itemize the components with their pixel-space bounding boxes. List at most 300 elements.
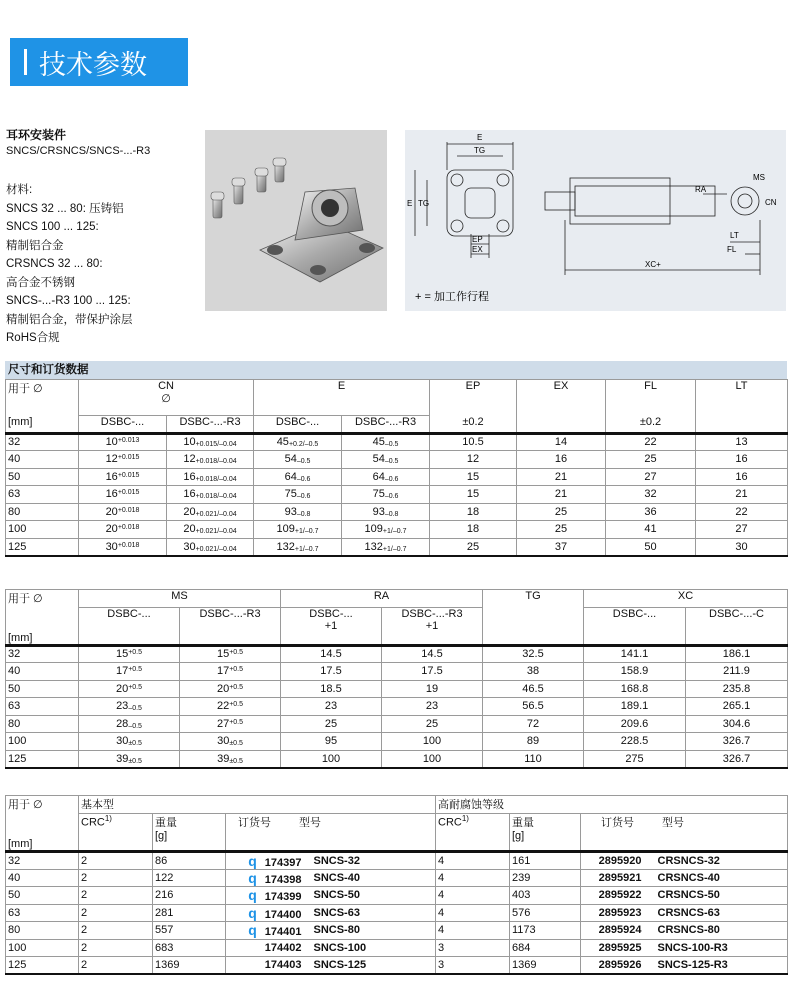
crc-value: 2 (81, 906, 88, 919)
e-r3-tolerance: –0.6 (384, 493, 399, 501)
cell-diameter (6, 851, 79, 869)
cell-crc (79, 887, 153, 905)
tg-value: 56.5 (522, 700, 544, 713)
cell-xc-dsbc (584, 750, 686, 768)
col-ra-dsbc (281, 607, 382, 645)
lt-value: 22 (735, 505, 748, 518)
ep-value: 15 (466, 488, 480, 501)
cell-crc (79, 939, 153, 957)
ms-r3-tolerance: ±0.5 (229, 740, 243, 748)
cell-ex (517, 486, 606, 504)
cell-weight2 (510, 851, 581, 869)
cell-cn-r3 (167, 433, 254, 451)
table-row (6, 957, 788, 975)
cell-diameter (6, 922, 79, 940)
weight-value: 557 (155, 924, 174, 937)
dimension-drawing (405, 130, 786, 311)
cell-type2 (644, 887, 788, 905)
ms-r3-tolerance: +0.5 (229, 701, 244, 709)
e-dsbc-tolerance: +1/–0.7 (294, 528, 319, 536)
lt-value: 16 (735, 453, 748, 466)
table-row (6, 939, 788, 957)
tg-value: 110 (524, 752, 542, 765)
weight-value: 683 (155, 941, 174, 954)
cell-ra-r3 (382, 715, 483, 733)
cell-diameter (6, 904, 79, 922)
materials-line: RoHS合规 (6, 332, 60, 344)
xc-c-value: 326.7 (722, 735, 751, 748)
cell-weight (153, 957, 226, 975)
cell-diameter (6, 698, 79, 716)
type-value: SNCS-50 (313, 889, 360, 902)
cell-weight (153, 851, 226, 869)
ra-r3-value: 14.5 (421, 648, 443, 661)
dimensions-table-2 (5, 589, 788, 769)
col-order-type (581, 813, 788, 851)
order-no-value: 174400 (264, 908, 302, 921)
cell-tg (483, 663, 584, 681)
order-no2-value: 2895925 (598, 941, 642, 954)
cell-fl (606, 486, 696, 504)
cell-weight (153, 887, 226, 905)
cell-xc-c (686, 715, 788, 733)
type2-value: SNCS-100-R3 (657, 941, 728, 954)
col-weight (510, 813, 581, 851)
col-dsbc: DSBC-... (79, 607, 180, 645)
cell-tg (483, 698, 584, 716)
e-dsbc-tolerance: –0.6 (296, 493, 311, 501)
cn-r3-value: 30 (183, 540, 196, 553)
cell-ep (430, 521, 517, 539)
ra-dsbc-value: 23 (324, 700, 338, 713)
e-r3-tolerance: –0.5 (384, 458, 399, 466)
xc-c-value: 304.6 (722, 717, 751, 730)
e-r3-tolerance: –0.6 (384, 475, 399, 483)
xc-c-value: 326.7 (722, 752, 751, 765)
cell-cn-r3 (167, 451, 254, 469)
ex-value: 16 (554, 453, 568, 466)
cell-cn-r3 (167, 486, 254, 504)
cell-order-no2 (581, 922, 644, 940)
col-lt: LT (696, 380, 788, 416)
cell-type (304, 939, 436, 957)
cell-e-r3 (342, 538, 430, 556)
cell-e-dsbc (254, 451, 342, 469)
type2-value: CRSNCS-40 (657, 871, 720, 884)
ms-dsbc-value: 17 (115, 665, 129, 678)
col-crc-label: CRC (81, 816, 105, 829)
cell-cn-dsbc (79, 538, 167, 556)
ms-dsbc-value: 23 (116, 700, 129, 713)
cell-order-no (226, 957, 304, 975)
diameter-value: 32 (8, 648, 21, 661)
table-row (6, 645, 788, 663)
cn-r3-value: 12 (183, 453, 196, 466)
diameter-value: 100 (8, 735, 27, 748)
quick-delivery-icon: q (248, 887, 257, 904)
materials-line: SNCS 32 ... 80: 压铸铝 (6, 202, 124, 215)
crc2-value: 4 (438, 889, 445, 902)
weight2-value: 684 (512, 941, 531, 954)
cn-r3-value: 20 (183, 523, 196, 536)
cell-ms-r3 (180, 663, 281, 681)
cell-type2 (644, 957, 788, 975)
cell-weight (153, 869, 226, 887)
cell-ra-r3 (382, 750, 483, 768)
e-dsbc-value: 109 (276, 523, 295, 536)
table-row (6, 663, 788, 681)
cn-dsbc-value: 16 (105, 470, 118, 483)
ra-dsbc-value: 95 (324, 735, 338, 748)
weight-value: 216 (155, 889, 174, 902)
ra-dsbc-value: 18.5 (320, 682, 342, 695)
clevis-bracket-illustration (205, 130, 387, 311)
cell-order-no (226, 887, 304, 905)
type2-value: CRSNCS-50 (657, 889, 720, 902)
cell-type (304, 904, 436, 922)
cell-ex (517, 538, 606, 556)
cn-dsbc-tolerance: +0.015 (117, 471, 140, 479)
lt-value: 13 (735, 436, 748, 449)
cell-e-r3 (342, 468, 430, 486)
e-dsbc-value: 93 (284, 505, 297, 518)
cell-cn-dsbc (79, 451, 167, 469)
table-row (6, 486, 788, 504)
cell-xc-dsbc (584, 663, 686, 681)
crc-value: 2 (81, 871, 88, 884)
table-row (6, 733, 788, 751)
col-dsbc: DSBC-... (254, 416, 342, 434)
e-dsbc-value: 132 (276, 540, 295, 553)
cn-r3-tolerance: +0.015/–0.04 (195, 441, 237, 449)
col-fl: FL (606, 380, 696, 416)
cell-lt (696, 503, 788, 521)
cell-ra-dsbc (281, 680, 382, 698)
col-dsbc: DSBC-... (79, 416, 167, 434)
xc-c-value: 235.8 (722, 682, 751, 695)
ex-value: 14 (554, 436, 568, 449)
cell-order-no2 (581, 887, 644, 905)
e-dsbc-tolerance: –0.5 (296, 458, 311, 466)
cell-diameter (6, 538, 79, 556)
cell-ms-dsbc (79, 733, 180, 751)
weight-value: 86 (155, 854, 168, 867)
cn-dsbc-tolerance: +0.018 (117, 506, 140, 514)
fl-value: 27 (644, 470, 657, 483)
cell-diameter (6, 869, 79, 887)
cn-r3-tolerance: +0.018/–0.04 (195, 458, 237, 466)
col-ra: RA (281, 590, 483, 608)
col-crc-footnote: 1) (104, 813, 112, 823)
ex-value: 25 (554, 523, 568, 536)
label-e-left: E (407, 199, 413, 208)
e-r3-value: 54 (372, 453, 385, 466)
ordering-table (5, 795, 788, 975)
cell-xc-dsbc (584, 645, 686, 663)
cell-crc2 (436, 922, 510, 940)
cell-cn-dsbc (79, 433, 167, 451)
e-dsbc-value: 45 (276, 436, 289, 449)
diameter-value: 125 (8, 959, 27, 971)
diameter-value: 80 (8, 924, 21, 937)
ra-dsbc-value: 17.5 (320, 665, 342, 678)
materials-line: 高合金不锈钢 (6, 276, 75, 289)
cn-dsbc-value: 12 (105, 453, 118, 466)
order-no-value: 174403 (264, 959, 302, 971)
col-ra-dsbc-label: DSBC-... (309, 607, 353, 620)
cell-cn-dsbc (79, 503, 167, 521)
diameter-value: 50 (8, 470, 21, 483)
type-value: SNCS-125 (313, 959, 367, 971)
crc-value: 2 (81, 924, 88, 937)
cell-weight2 (510, 922, 581, 940)
tg-value: 46.5 (522, 682, 544, 695)
cell-type2 (644, 869, 788, 887)
ep-value: 18 (466, 505, 480, 518)
cn-dsbc-tolerance: +0.018 (117, 541, 140, 549)
materials-line: SNCS-...-R3 100 ... 125: (6, 295, 131, 307)
ra-r3-value: 100 (422, 735, 442, 748)
col-cn (79, 380, 254, 416)
table-row (6, 521, 788, 539)
cell-ms-dsbc (79, 680, 180, 698)
product-photo (205, 130, 387, 311)
cell-ms-r3 (180, 715, 281, 733)
cn-dsbc-tolerance: +0.015 (117, 489, 140, 497)
cell-diameter (6, 451, 79, 469)
cell-order-no (226, 904, 304, 922)
ms-dsbc-tolerance: +0.5 (128, 683, 143, 691)
type-value: SNCS-63 (313, 906, 360, 919)
cell-crc2 (436, 957, 510, 975)
cell-diameter (6, 645, 79, 663)
cell-e-r3 (342, 503, 430, 521)
label-tg-left: TG (418, 199, 430, 208)
col-for-diameter: 用于 ∅ (6, 380, 79, 416)
cell-e-dsbc (254, 503, 342, 521)
cn-dsbc-value: 20 (105, 505, 118, 518)
cell-crc (79, 869, 153, 887)
materials-line: 精制铝合金，带保护涂层 (6, 313, 133, 326)
col-ra-dsbc-r3 (382, 607, 483, 645)
cell-diameter (6, 680, 79, 698)
materials-list (6, 181, 133, 348)
cn-dsbc-value: 30 (105, 540, 118, 553)
label-ra: RA (695, 185, 707, 194)
xc-c-value: 265.1 (722, 700, 751, 713)
col-weight-label: 重量 (155, 816, 177, 829)
weight-value: 1369 (155, 959, 180, 971)
cell-cn-dsbc (79, 486, 167, 504)
cell-ex (517, 451, 606, 469)
materials-line: SNCS 100 ... 125: (6, 221, 99, 233)
cell-ep (430, 486, 517, 504)
cell-e-dsbc (254, 486, 342, 504)
ms-r3-tolerance: +0.5 (229, 718, 244, 726)
cell-cn-r3 (167, 468, 254, 486)
e-dsbc-tolerance: –0.6 (296, 475, 311, 483)
label-xc: XC+ (645, 260, 661, 269)
fl-value: 41 (644, 523, 657, 536)
cn-r3-tolerance: +0.021/–0.04 (195, 528, 237, 536)
ms-r3-tolerance: +0.5 (229, 683, 244, 691)
col-unit: [mm] (6, 416, 79, 434)
cell-weight2 (510, 887, 581, 905)
cell-tg (483, 680, 584, 698)
materials-line: 精制铝合金 (6, 239, 64, 252)
cell-diameter (6, 887, 79, 905)
cn-r3-value: 16 (183, 488, 196, 501)
diameter-value: 63 (8, 700, 21, 713)
tg-value: 89 (526, 735, 540, 748)
ep-value: 10.5 (462, 436, 484, 449)
quick-delivery-icon: q (248, 852, 257, 869)
cell-order-no (226, 869, 304, 887)
type-value: SNCS-100 (313, 941, 367, 954)
cell-weight2 (510, 904, 581, 922)
ra-dsbc-value: 14.5 (320, 648, 342, 661)
table-row (6, 451, 788, 469)
fl-value: 25 (644, 453, 657, 466)
cell-lt (696, 521, 788, 539)
cell-lt (696, 468, 788, 486)
cell-cn-r3 (167, 538, 254, 556)
col-ra-tol: +1 (324, 619, 338, 632)
diameter-value: 32 (8, 854, 21, 867)
e-dsbc-tolerance: +0.2/–0.5 (288, 441, 319, 449)
cell-diameter (6, 503, 79, 521)
ra-r3-value: 25 (425, 717, 439, 730)
label-ep: EP (472, 235, 483, 244)
diameter-value: 125 (8, 752, 27, 765)
type2-value: CRSNCS-80 (657, 924, 720, 937)
col-ra-dsbc-r3-label: DSBC-...-R3 (401, 607, 463, 620)
cell-type (304, 869, 436, 887)
col-order-no: 订货号 (238, 816, 271, 829)
cell-ms-r3 (180, 645, 281, 663)
col-xc-dsbc-c: DSBC-...-C (686, 607, 788, 645)
cell-crc2 (436, 939, 510, 957)
type-value: SNCS-40 (313, 871, 360, 884)
diameter-value: 100 (8, 523, 27, 536)
diameter-value: 32 (8, 436, 21, 449)
materials-line: CRSNCS 32 ... 80: (6, 258, 103, 270)
cell-diameter (6, 715, 79, 733)
crc-value: 2 (81, 889, 88, 902)
cell-ex (517, 433, 606, 451)
cell-ms-r3 (180, 680, 281, 698)
order-no2-value: 2895923 (598, 906, 642, 919)
fl-value: 50 (644, 540, 657, 553)
cn-r3-value: 20 (183, 505, 196, 518)
col-e: E (254, 380, 430, 416)
section-title: 技术参数 (39, 49, 147, 81)
col-order-no: 订货号 (601, 816, 634, 829)
table-row (6, 503, 788, 521)
weight-value: 281 (155, 906, 174, 919)
col-basic: 基本型 (79, 796, 436, 814)
ep-value: 15 (466, 470, 480, 483)
cell-crc2 (436, 887, 510, 905)
weight2-value: 403 (512, 889, 531, 902)
cell-cn-dsbc (79, 521, 167, 539)
product-subtitle: SNCS/CRSNCS/SNCS-...-R3 (6, 145, 151, 157)
ex-value: 21 (554, 470, 568, 483)
weight2-value: 239 (512, 871, 531, 884)
ms-dsbc-value: 28 (116, 717, 129, 730)
type2-value: CRSNCS-63 (657, 906, 720, 919)
diameter-value: 63 (8, 906, 21, 919)
order-no2-value: 2895922 (598, 889, 642, 902)
cell-ra-dsbc (281, 733, 382, 751)
cell-weight (153, 939, 226, 957)
cell-xc-dsbc (584, 680, 686, 698)
cell-ep (430, 451, 517, 469)
crc-value: 2 (81, 854, 88, 867)
cell-crc2 (436, 869, 510, 887)
cell-ms-dsbc (79, 698, 180, 716)
col-corrosion: 高耐腐蚀等级 (436, 796, 788, 814)
cell-tg (483, 750, 584, 768)
table-row (6, 922, 788, 940)
table-row (6, 433, 788, 451)
cell-order-no (226, 939, 304, 957)
cell-ra-r3 (382, 645, 483, 663)
ep-value: 18 (466, 523, 480, 536)
ms-dsbc-tolerance: ±0.5 (128, 757, 142, 765)
cell-weight2 (510, 957, 581, 975)
table-row (6, 680, 788, 698)
dimensions-table-1 (5, 379, 788, 557)
dimension-drawing-svg (405, 130, 786, 311)
cell-diameter (6, 957, 79, 975)
cell-xc-c (686, 645, 788, 663)
order-no-value: 174398 (264, 873, 302, 886)
cell-type2 (644, 922, 788, 940)
e-r3-tolerance: –0.8 (384, 510, 399, 518)
tg-value: 72 (526, 717, 540, 730)
ra-r3-value: 17.5 (421, 665, 443, 678)
table-row (6, 715, 788, 733)
cell-ex (517, 503, 606, 521)
cell-ra-r3 (382, 663, 483, 681)
cell-xc-c (686, 733, 788, 751)
e-r3-value: 64 (372, 470, 385, 483)
cell-xc-dsbc (584, 733, 686, 751)
cn-dsbc-tolerance: +0.015 (117, 454, 140, 462)
cell-weight (153, 904, 226, 922)
cell-cn-r3 (167, 503, 254, 521)
ms-r3-value: 17 (216, 665, 230, 678)
cell-order-no (226, 851, 304, 869)
label-fl: FL (727, 245, 737, 254)
cell-e-dsbc (254, 433, 342, 451)
fl-value: 22 (644, 436, 657, 449)
cell-ex (517, 521, 606, 539)
order-no-value: 174402 (264, 941, 302, 954)
xc-dsbc-value: 275 (625, 752, 644, 765)
table-row (6, 904, 788, 922)
xc-dsbc-value: 141.1 (620, 648, 649, 661)
cell-crc (79, 957, 153, 975)
ex-value: 37 (554, 540, 568, 553)
ex-value: 25 (554, 505, 568, 518)
cell-ra-dsbc (281, 750, 382, 768)
cell-diameter (6, 468, 79, 486)
lt-value: 16 (735, 470, 748, 483)
cell-ra-r3 (382, 698, 483, 716)
xc-dsbc-value: 168.8 (620, 682, 649, 695)
